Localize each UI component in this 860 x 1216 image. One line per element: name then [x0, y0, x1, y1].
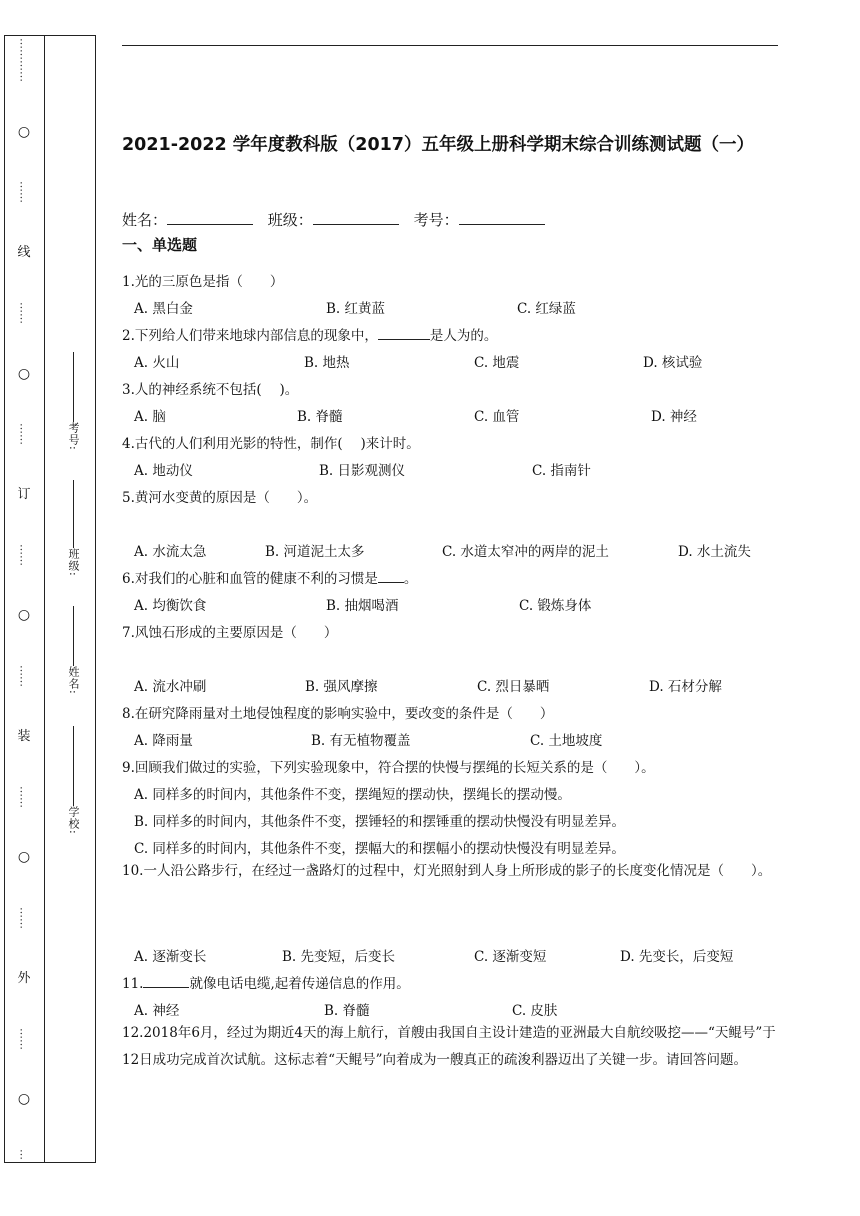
dots: …… [17, 907, 31, 930]
answer-option[interactable]: B. 地热 [304, 355, 350, 371]
section-heading: 一、单选题 [122, 236, 198, 254]
field-label: 班级: [67, 548, 80, 577]
question-stem [122, 324, 497, 344]
answer-option[interactable]: B. 河道泥土太多 [265, 544, 365, 560]
answer-option[interactable]: A. 黑白金 [134, 301, 193, 317]
header-rule [122, 45, 778, 46]
answer-option[interactable]: A. 降雨量 [134, 733, 193, 749]
ring-mark: ○ [17, 1091, 31, 1108]
binding-char: 订 [17, 487, 31, 503]
page-title: 2021-2022 学年度教科版（2017）五年级上册科学期末综合训练测试题（一） [122, 135, 754, 155]
question-stem: 9.回顾我们做过的实验，下列实验现象中，符合摆的快慢与摆绳的长短关系的是（ ）。 [122, 760, 655, 776]
answer-option[interactable]: A. 水流太急 [134, 544, 207, 560]
answer-option[interactable]: D. 核试验 [643, 355, 703, 371]
answer-option[interactable]: D. 石材分解 [649, 679, 722, 695]
answer-option[interactable]: B. 有无植物覆盖 [311, 733, 411, 749]
answer-option[interactable]: D. 水土流失 [678, 544, 751, 560]
field-line [73, 480, 74, 548]
answer-option[interactable]: A. 逐渐变长 [134, 949, 207, 965]
question-stem [122, 972, 410, 992]
answer-option[interactable]: D. 神经 [651, 409, 697, 425]
answer-option[interactable]: B. 先变短，后变长 [282, 949, 396, 965]
answer-option[interactable]: B. 抽烟喝酒 [326, 598, 399, 614]
answer-option[interactable]: A. 地动仪 [134, 463, 193, 479]
ring-mark: ○ [17, 123, 31, 140]
answer-option[interactable]: B. 脊髓 [297, 409, 343, 425]
question-stem: 1.光的三原色是指（ ） [122, 274, 284, 290]
ring-mark: ○ [17, 607, 31, 624]
answer-option[interactable]: A. 火山 [134, 355, 180, 371]
binding-char: 外 [17, 970, 31, 986]
answer-option[interactable]: B. 红黄蓝 [326, 301, 386, 317]
dots: …… [17, 543, 31, 566]
question-stem: 3.人的神经系统不包括( )。 [122, 382, 299, 398]
answer-option[interactable]: B. 同样多的时间内，其他条件不变，摆锤轻的和摆锤重的摆动快慢没有明显差异。 [134, 814, 626, 830]
dots: …… [17, 423, 31, 446]
dots: … [17, 1148, 31, 1160]
answer-option[interactable]: C. 锻炼身体 [519, 598, 592, 614]
answer-option[interactable]: C. 血管 [474, 409, 520, 425]
stem-part: 2.下列给人们带来地球内部信息的现象中， [122, 328, 378, 344]
answer-option[interactable]: C. 同样多的时间内，其他条件不变，摆幅大的和摆幅小的摆动快慢没有明显差异。 [134, 841, 625, 857]
ring-mark: ○ [17, 849, 31, 866]
stem-part: 11. [122, 976, 144, 992]
answer-option[interactable]: C. 烈日暴晒 [477, 679, 550, 695]
binding-char: 线 [17, 245, 31, 261]
stem-part: 就像电话电缆,起着传递信息的作用。 [189, 976, 410, 992]
field-label: 考号: [67, 422, 80, 451]
answer-option[interactable]: A. 脑 [134, 409, 166, 425]
question-stem: 5.黄河水变黄的原因是（ ）。 [122, 490, 318, 506]
answer-blank[interactable] [378, 326, 430, 340]
answer-option[interactable]: C. 水道太窄冲的两岸的泥土 [442, 544, 609, 560]
answer-blank[interactable] [143, 974, 189, 988]
binding-field-exam-no [58, 350, 88, 451]
exam-no-label: 考号： [413, 211, 459, 229]
answer-option[interactable]: A. 同样多的时间内，其他条件不变，摆绳短的摆动快，摆绳长的摆动慢。 [134, 787, 571, 803]
dots: ………… [17, 38, 31, 82]
answer-option[interactable]: C. 皮肤 [512, 1003, 558, 1019]
stem-part: 6.对我们的心脏和血管的健康不利的习惯是 [122, 571, 378, 587]
field-label: 学校: [67, 806, 80, 835]
answer-option[interactable]: A. 流水冲刷 [134, 679, 207, 695]
answer-option[interactable]: A. 神经 [134, 1003, 180, 1019]
stem-part: 是人为的。 [429, 328, 498, 344]
question-stem [122, 567, 417, 587]
answer-option[interactable]: C. 地震 [474, 355, 520, 371]
dots: …… [17, 1027, 31, 1050]
answer-option[interactable]: B. 日影观测仪 [319, 463, 406, 479]
answer-option[interactable]: D. 先变长，后变短 [620, 949, 734, 965]
binding-seal-line [4, 38, 44, 1160]
dots: …… [17, 665, 31, 688]
answer-option[interactable]: C. 土地坡度 [530, 733, 603, 749]
answer-option[interactable]: B. 强风摩擦 [305, 679, 378, 695]
field-line [73, 726, 74, 806]
field-label: 姓名: [67, 666, 80, 695]
binding-divider [44, 35, 45, 1163]
answer-option[interactable]: C. 指南针 [532, 463, 591, 479]
question-stem: 7.风蚀石形成的主要原因是（ ） [122, 625, 338, 641]
question-stem: 10.一人沿公路步行，在经过一盏路灯的过程中，灯光照射到人身上所形成的影子的长度变化情况是（ ）。 [122, 863, 772, 879]
name-label: 姓名： [122, 211, 168, 229]
field-line [73, 606, 74, 666]
answer-blank[interactable] [378, 569, 404, 583]
class-label: 班级： [267, 211, 313, 229]
answer-option[interactable]: B. 脊髓 [324, 1003, 370, 1019]
question-stem: 12.2018年6月，经过为期近4天的海上航行，首艘由我国自主设计建造的亚洲最大自航绞吸挖——“天鲲号”于12日成功完成首次试航。这标志着“天鲲号”向着成为一艘真正的疏浚利器迈出了关键一步。请回答问题。 [122, 1025, 776, 1068]
field-line [73, 352, 74, 422]
binding-field-class [58, 478, 88, 577]
student-info-line [122, 208, 555, 230]
answer-option[interactable]: C. 逐渐变短 [474, 949, 547, 965]
answer-option[interactable]: A. 均衡饮食 [134, 598, 207, 614]
exam-no-blank[interactable] [459, 208, 545, 225]
question-stem: 8.在研究降雨量对土地侵蚀程度的影响实验中，要改变的条件是（ ） [122, 706, 554, 722]
name-blank[interactable] [167, 208, 253, 225]
answer-option[interactable]: C. 红绿蓝 [517, 301, 576, 317]
binding-field-name [58, 604, 88, 695]
question-stem: 4.古代的人们利用光影的特性，制作( )来计时。 [122, 436, 420, 452]
dots: …… [17, 301, 31, 324]
binding-field-school [58, 724, 88, 835]
binding-char: 装 [17, 728, 31, 744]
class-blank[interactable] [313, 208, 399, 225]
ring-mark: ○ [17, 365, 31, 382]
dots: …… [17, 181, 31, 204]
dots: …… [17, 785, 31, 808]
stem-part: 。 [403, 571, 418, 587]
